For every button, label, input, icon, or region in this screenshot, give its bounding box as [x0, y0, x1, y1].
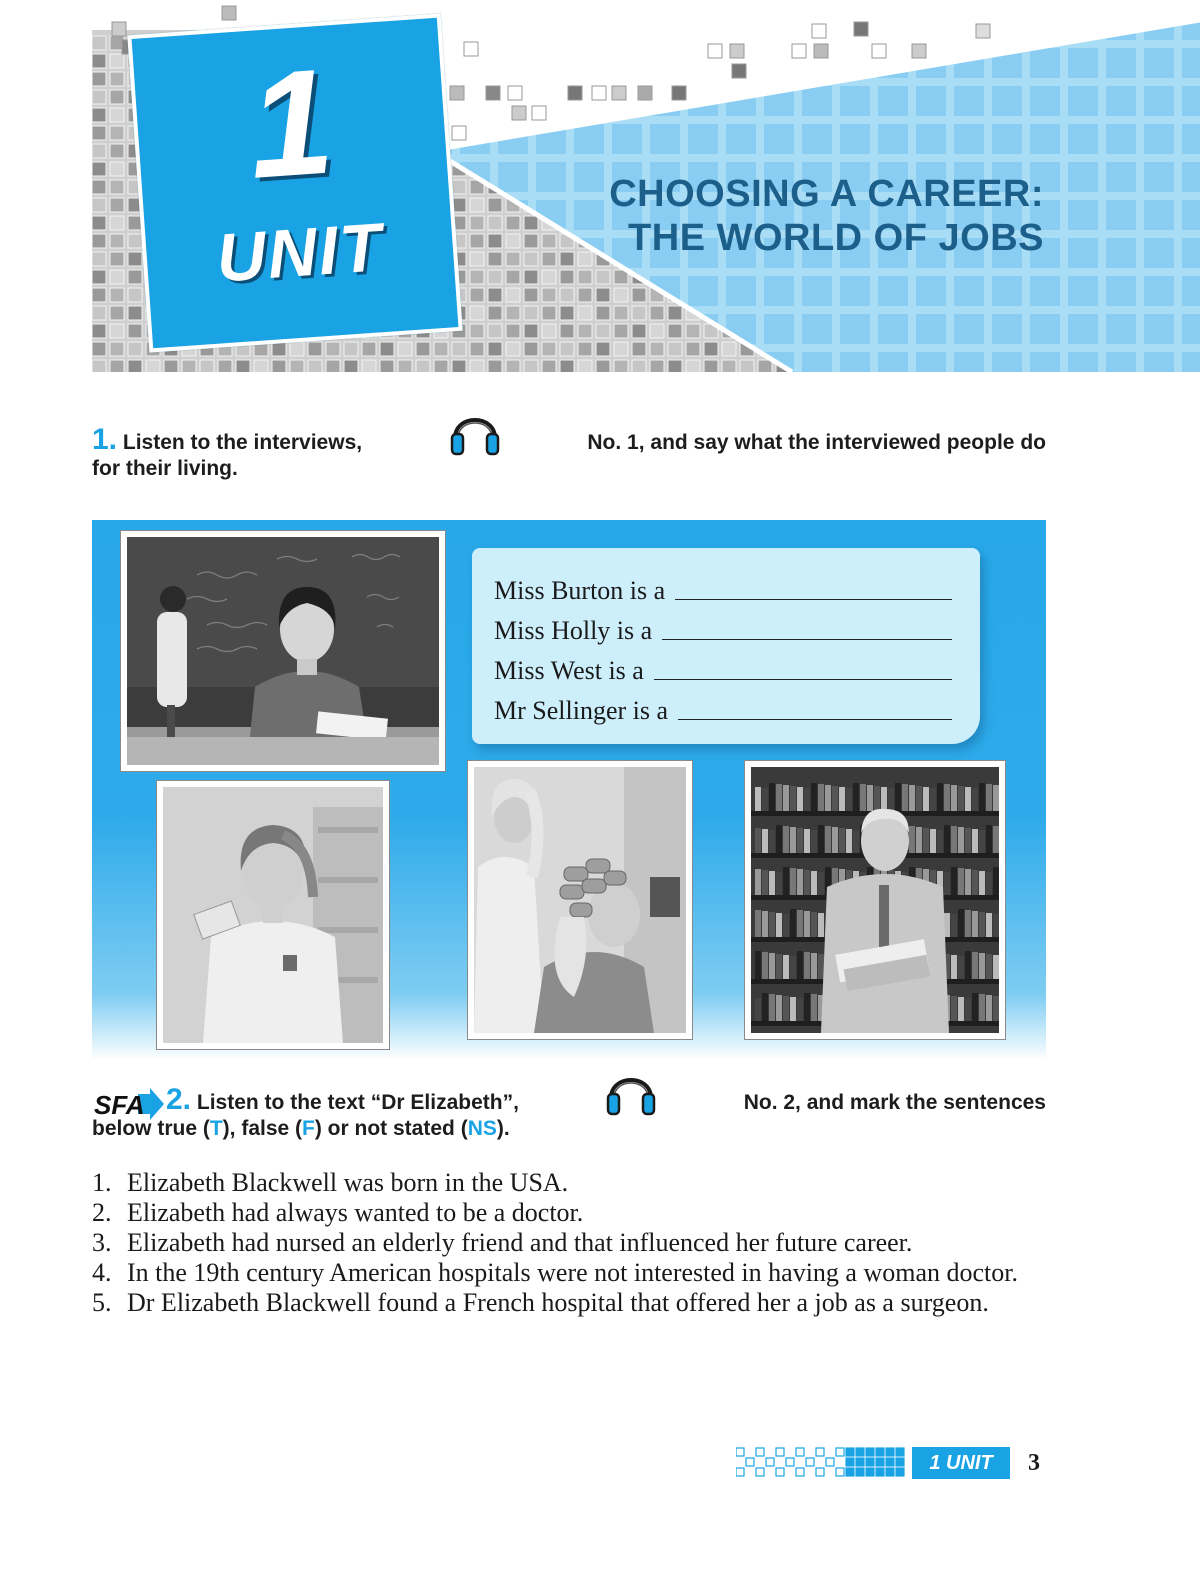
answer-label: Mr Sellinger is a [494, 696, 669, 725]
hairdresser-illustration [474, 767, 686, 1033]
answer-label: Miss West is a [494, 656, 644, 685]
answer-blank[interactable] [678, 719, 952, 720]
footer-square-pattern [736, 1446, 908, 1480]
sentence-item [92, 1198, 1046, 1228]
answer-row [494, 606, 952, 646]
sentence-number: 1. [92, 1168, 112, 1197]
sentence-text: Elizabeth Blackwell was born in the USA. [127, 1168, 569, 1197]
page-number: 3 [1028, 1450, 1040, 1476]
sentence-list [92, 1168, 1046, 1318]
pharmacist-illustration [163, 787, 383, 1043]
unit-title-line-1: CHOOSING A CAREER: [609, 173, 1044, 215]
task-2-line2-part: ), false ( [222, 1117, 303, 1140]
task-1-instructions [92, 408, 1046, 482]
teacher-illustration [127, 537, 439, 765]
answer-label: Miss Burton is a [494, 576, 666, 605]
unit-word: UNIT [214, 209, 386, 297]
task-2-text-a: Listen to the text “Dr Elizabeth”, [196, 1091, 519, 1114]
unit-number: 1 [243, 36, 339, 210]
answer-row [494, 646, 952, 686]
librarian-illustration [751, 767, 999, 1033]
headphones-icon[interactable] [605, 1068, 657, 1116]
true-marker: T [209, 1117, 223, 1140]
sentence-item [92, 1228, 1046, 1258]
sentence-number: 3. [92, 1228, 112, 1257]
sentence-item [92, 1288, 1046, 1318]
task-2-number: 2. [166, 1083, 192, 1116]
task-2-text-b: No. 2, and mark the sentences [743, 1091, 1046, 1114]
task-2-line2-part: below true ( [92, 1117, 210, 1140]
photo-librarian [744, 760, 1006, 1040]
sentence-number: 4. [92, 1258, 112, 1287]
task-2-instructions [92, 1068, 1046, 1142]
footer-unit-label: 1 UNIT [912, 1447, 1010, 1479]
photo-pharmacist [156, 780, 390, 1050]
not-stated-marker: NS [467, 1117, 497, 1140]
sentence-text: Dr Elizabeth Blackwell found a French hospital that offered her a job as a surgeon. [127, 1288, 989, 1317]
sentence-number: 5. [92, 1288, 112, 1317]
task-2-line2-part: ) or not stated ( [314, 1117, 468, 1140]
answer-blank[interactable] [654, 679, 952, 680]
answer-blank[interactable] [675, 599, 952, 600]
task-1-text-c: for their living. [92, 457, 238, 480]
sentence-item [92, 1258, 1046, 1288]
answer-row [494, 686, 952, 726]
headphones-icon[interactable] [449, 408, 501, 456]
task-2-line2-part: ). [496, 1117, 510, 1140]
sentence-number: 2. [92, 1198, 112, 1227]
unit-badge [127, 13, 462, 352]
photo-teacher [120, 530, 446, 772]
answer-row [494, 566, 952, 606]
task-1-text-b: No. 1, and say what the interviewed people do [587, 431, 1046, 454]
sentence-text: Elizabeth had always wanted to be a doctor. [127, 1198, 584, 1227]
sfa-label: SFA [94, 1090, 145, 1120]
photo-hairdresser [467, 760, 693, 1040]
unit-title-line-2: THE WORLD OF JOBS [628, 217, 1044, 259]
answer-label: Miss Holly is a [494, 616, 653, 645]
task-1-text-a: Listen to the interviews, [122, 431, 363, 454]
sentence-text: In the 19th century American hospitals were not interested in having a woman doctor. [127, 1258, 1018, 1287]
task-1-number: 1. [92, 423, 118, 456]
answer-card [472, 548, 980, 744]
sentence-item [92, 1168, 1046, 1198]
photo-panel [92, 520, 1046, 1060]
false-marker: F [302, 1117, 315, 1140]
unit-title [609, 172, 1044, 260]
answer-blank[interactable] [662, 639, 952, 640]
sentence-text: Elizabeth had nursed an elderly friend and that influenced her future career. [127, 1228, 913, 1257]
task-2-text-c [92, 1116, 1046, 1142]
